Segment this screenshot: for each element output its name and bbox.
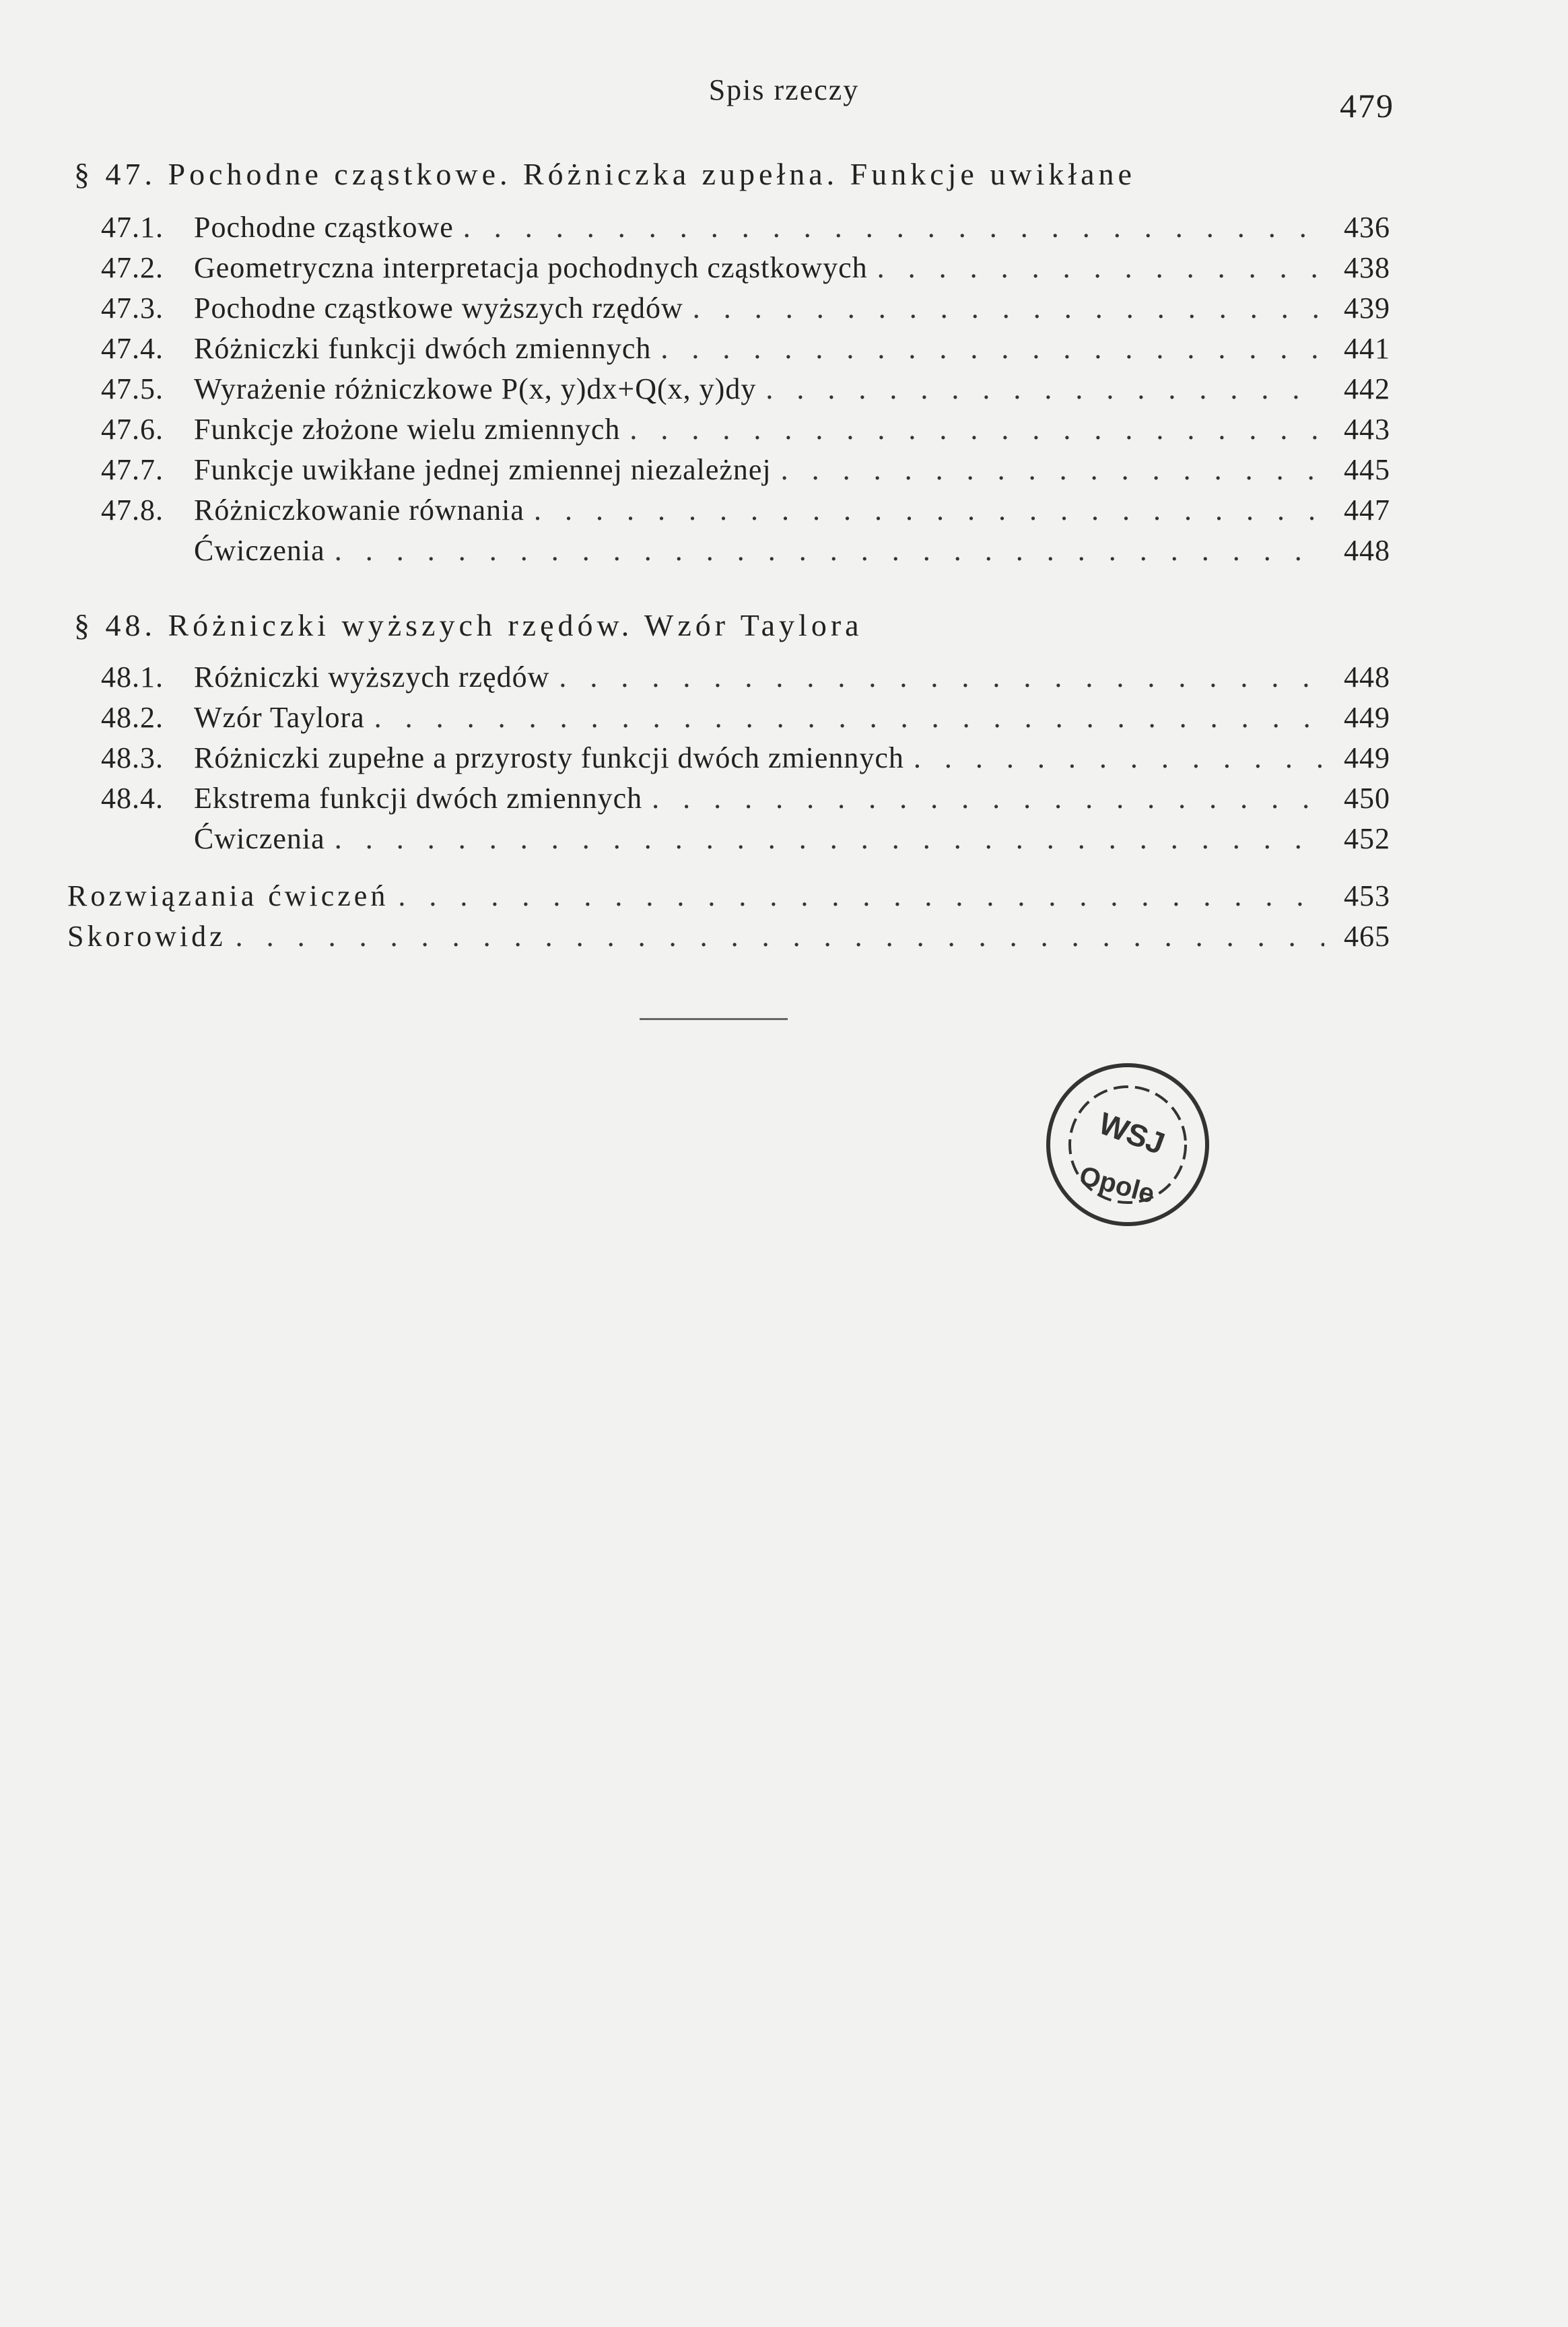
toc-entry-48-exercises xyxy=(101,821,1390,862)
leader-dots xyxy=(781,452,1324,487)
entry-title: Geometryczna interpretacja pochodnych cząstkowych xyxy=(194,251,868,284)
toc-entry-47-3 xyxy=(101,291,1390,331)
entry-title: Różniczkowanie równania xyxy=(194,494,524,527)
entry-page: 448 xyxy=(1344,534,1390,567)
entry-number: 47.1. xyxy=(101,211,164,244)
entry-page: 439 xyxy=(1344,292,1390,325)
toc-entry-index xyxy=(67,919,1390,959)
entry-page: 438 xyxy=(1344,251,1390,284)
entry-page: 447 xyxy=(1344,494,1390,527)
entry-number: 47.7. xyxy=(101,453,164,486)
entry-page: 449 xyxy=(1344,741,1390,774)
leader-dots xyxy=(877,250,1324,285)
toc-entry-47-8 xyxy=(101,493,1390,533)
entry-number: 47.2. xyxy=(101,251,164,284)
entry-number: 47.4. xyxy=(101,332,164,365)
entry-title: Wzór Taylora xyxy=(194,701,365,734)
page-number: 479 xyxy=(1340,87,1394,125)
leader-dots xyxy=(236,919,1324,953)
entry-page: 450 xyxy=(1344,782,1390,815)
entry-title: Ćwiczenia xyxy=(194,822,325,855)
leader-dots xyxy=(629,412,1324,446)
section-48-heading: § 48. Różniczki wyższych rzędów. Wzór Taylora xyxy=(74,608,863,642)
entry-number: 48.4. xyxy=(101,782,164,815)
entry-title: Funkcje złożone wielu zmiennych xyxy=(194,413,621,446)
toc-entry-solutions xyxy=(67,879,1390,919)
leader-dots xyxy=(335,821,1324,856)
section-47-heading: § 47. Pochodne cząstkowe. Różniczka zupełna. Funkcje uwikłane xyxy=(74,157,1136,191)
entry-number: 48.2. xyxy=(101,701,164,734)
entry-title: Różniczki zupełne a przyrosty funkcji dwóch zmiennych xyxy=(194,741,904,774)
leader-dots xyxy=(559,660,1324,694)
leader-dots xyxy=(398,879,1324,913)
entry-page: 443 xyxy=(1344,413,1390,446)
entry-page: 442 xyxy=(1344,372,1390,405)
entry-page: 441 xyxy=(1344,332,1390,365)
stamp-text-top: WSJ xyxy=(1094,1105,1169,1161)
toc-entry-48-3 xyxy=(101,741,1390,781)
leader-dots xyxy=(652,781,1324,815)
stamp-text-bottom: Opole xyxy=(1076,1160,1158,1209)
entry-title: Pochodne cząstkowe xyxy=(194,211,454,244)
toc-entry-47-6 xyxy=(101,412,1390,452)
entry-number: 47.3. xyxy=(101,292,164,325)
toc-entry-47-exercises xyxy=(101,533,1390,574)
entry-number: 47.6. xyxy=(101,413,164,446)
toc-entry-48-1 xyxy=(101,660,1390,700)
entry-number: 48.3. xyxy=(101,741,164,774)
entry-title: Pochodne cząstkowe wyższych rzędów xyxy=(194,292,683,325)
entry-title: Funkcje uwikłane jednej zmiennej niezależnej xyxy=(194,453,772,486)
leader-dots xyxy=(374,700,1324,735)
entry-page: 436 xyxy=(1344,211,1390,244)
entry-page: 465 xyxy=(1344,920,1390,953)
toc-entry-48-2 xyxy=(101,700,1390,741)
toc-entry-47-5 xyxy=(101,372,1390,412)
leader-dots xyxy=(463,210,1324,244)
entry-page: 452 xyxy=(1344,822,1390,855)
toc-entry-47-4 xyxy=(101,331,1390,372)
divider-rule xyxy=(640,1018,788,1020)
toc-entry-48-4 xyxy=(101,781,1390,821)
leader-dots xyxy=(693,291,1324,325)
toc-entry-47-2 xyxy=(101,250,1390,291)
running-header-title: Spis rzeczy xyxy=(708,73,860,106)
entry-number: 47.8. xyxy=(101,494,164,527)
leader-dots xyxy=(335,533,1324,568)
entry-page: 453 xyxy=(1344,879,1390,912)
toc-entry-47-1 xyxy=(101,210,1390,250)
entry-title: Ćwiczenia xyxy=(194,534,325,567)
entry-title: Różniczki wyższych rzędów xyxy=(194,661,550,694)
leader-dots xyxy=(914,741,1324,775)
entry-page: 448 xyxy=(1344,661,1390,694)
toc-entry-47-7 xyxy=(101,452,1390,493)
entry-title: Rozwiązania ćwiczeń xyxy=(67,879,389,912)
entry-number: 48.1. xyxy=(101,661,164,694)
leader-dots xyxy=(765,372,1324,406)
entry-page: 445 xyxy=(1344,453,1390,486)
library-stamp xyxy=(1040,1057,1215,1232)
entry-page: 449 xyxy=(1344,701,1390,734)
leader-dots xyxy=(660,331,1324,366)
entry-title: Skorowidz xyxy=(67,920,226,953)
entry-title: Różniczki funkcji dwóch zmiennych xyxy=(194,332,652,365)
entry-title: Wyrażenie różniczkowe P(x, y)dx+Q(x, y)dy xyxy=(194,372,757,405)
leader-dots xyxy=(534,493,1324,527)
entry-title: Ekstrema funkcji dwóch zmiennych xyxy=(194,782,643,815)
entry-number: 47.5. xyxy=(101,372,164,405)
